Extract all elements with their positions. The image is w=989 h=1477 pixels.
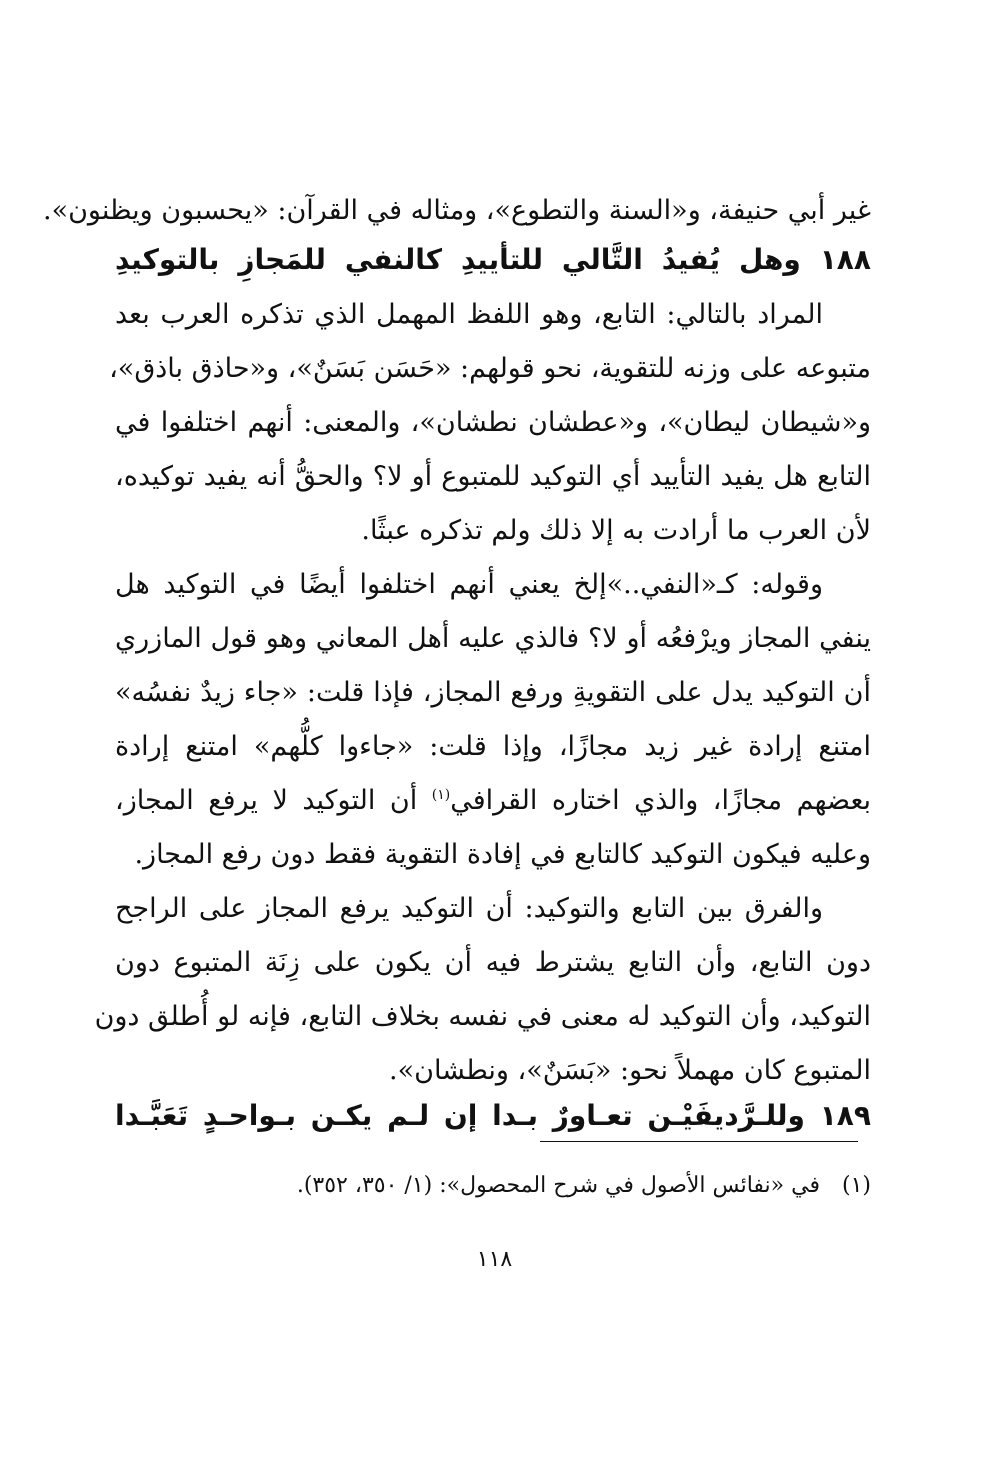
text-line: وعليه فيكون التوكيد كالتابع في إفادة التقوية فقط دون رفع المجاز. [134,839,871,870]
text-line: دون التابع، وأن التابع يشترط فيه أن يكون على زِنَة المتبوع دون [115,947,871,978]
text-line: لأن العرب ما أرادت به إلا ذلك ولم تذكره عبثًا. [361,515,871,546]
footnote-reference: (١) [431,787,451,803]
text-line-with-footnote-ref [115,778,871,824]
paragraph-start-line: المراد بالتالي: التابع، وهو اللفظ المهمل الذي تذكره العرب بعد [115,299,823,330]
text-segment: بعضهم مجازًا، والذي اختاره القرافي [450,785,871,816]
text-line: ينفي المجاز ويرْفعُه أو لا؟ فالذي عليه أهل المعاني وهو قول المازري [115,623,871,654]
paragraph-start-line: والفرق بين التابع والتوكيد: أن التوكيد يرفع المجاز على الراجح [115,893,823,924]
text-line: المتبوع كان مهملاً نحو: «بَسَنٌ»، ونطشان». [389,1055,871,1086]
text-line: و«شيطان ليطان»، و«عطشان نطشان»، والمعنى: أنهم اختلفوا في [115,407,871,438]
text-line: التوكيد، وأن التوكيد له معنى في نفسه بخلاف التابع، فإنه لو أُطلق دون [94,1001,871,1032]
verse-189: ١٨٩ وللـرَّديفَيْـن تعـاورٌ بـدا إن لـم يكـن بـواحـدٍ تَعَبَّـدا [115,1099,871,1132]
text-line: غير أبي حنيفة، و«السنة والتطوع»، ومثاله في القرآن: «يحسبون ويظنون». [42,195,871,226]
footnote-separator [540,1141,858,1142]
text-line: أن التوكيد يدل على التقويةِ ورفع المجاز، فإذا قلت: «جاء زيدٌ نفسُه» [115,677,871,708]
verse-188: ١٨٨ وهل يُفيدُ التَّالي للتأييدِ كالنفي للمَجازِ بالتوكيدِ [115,243,871,276]
footnote-text: في «نفائس الأصول في شرح المحصول»: (١/ ٣٥٠، ٣٥٢). [296,1173,820,1198]
text-segment: أن التوكيد لا يرفع المجاز، [115,785,432,816]
footnote-number: (١) [841,1173,871,1198]
footnote [115,1168,871,1204]
paragraph-start-line: وقوله: كـ«النفي..»إلخ يعني أنهم اختلفوا أيضًا في التوكيد هل [115,569,823,600]
text-line: امتنع إرادة غير زيد مجازًا، وإذا قلت: «جاءوا كلُّهم» امتنع إرادة [115,731,871,762]
page-number: ١١٨ [476,1247,513,1272]
text-line: التابع هل يفيد التأييد أي التوكيد للمتبوع أو لا؟ والحقُّ أنه يفيد توكيده، [115,461,871,492]
text-line: متبوعه على وزنه للتقوية، نحو قولهم: «حَسَن بَسَنٌ»، و«حاذق باذق»، [109,353,871,384]
